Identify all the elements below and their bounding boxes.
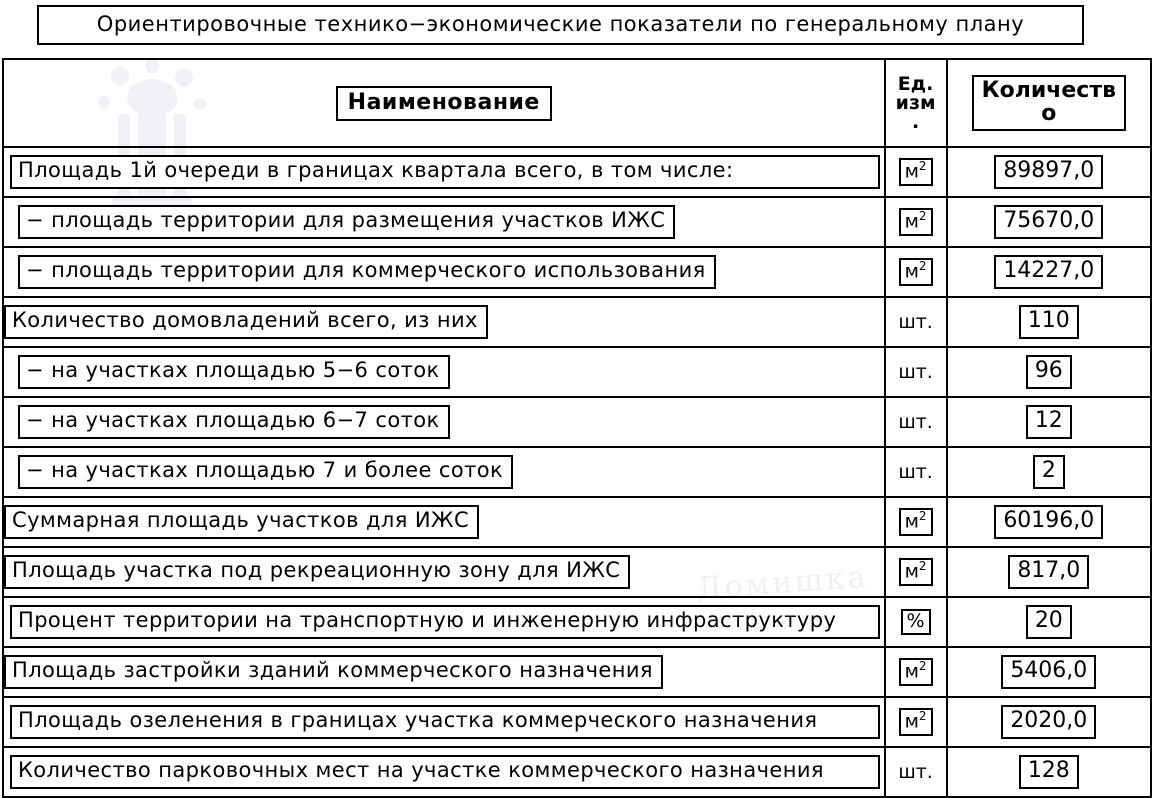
- row-quantity-cell: [947, 247, 1151, 297]
- row-unit-label: $м^2$: [899, 208, 933, 236]
- row-name-label: Площадь озеленения в границах участка коммерческого назначения: [10, 705, 880, 739]
- row-unit-label: шт.: [898, 361, 933, 383]
- row-quantity-label: 60196,0: [994, 505, 1103, 538]
- table-row: [3, 447, 1151, 497]
- row-quantity-cell: [947, 647, 1151, 697]
- row-quantity-label: 89897,0: [994, 155, 1103, 188]
- header-quantity-label: [972, 75, 1126, 131]
- row-unit-label: шт.: [898, 311, 933, 333]
- row-unit-cell: [885, 247, 947, 297]
- row-name-label: Количество домовладений всего, из них: [4, 305, 488, 339]
- table-row: [3, 397, 1151, 447]
- row-quantity-label: 20: [1026, 605, 1072, 638]
- row-name-cell: [3, 297, 885, 347]
- row-name-cell: [3, 447, 885, 497]
- row-name-label: Площадь застройки зданий коммерческого назначения: [4, 655, 663, 689]
- row-unit-label: шт.: [898, 411, 933, 433]
- table-row: [3, 247, 1151, 297]
- row-quantity-cell: [947, 497, 1151, 547]
- row-name-label: − на участках площадью 6−7 соток: [18, 405, 450, 439]
- table-row: [3, 197, 1151, 247]
- row-unit-label: шт.: [898, 461, 933, 483]
- table-row: [3, 297, 1151, 347]
- row-name-label: Процент территории на транспортную и инженерную инфраструктуру: [10, 605, 880, 639]
- row-quantity-label: 2020,0: [1001, 705, 1096, 738]
- header-quantity-line2: о: [1041, 101, 1057, 126]
- table-row: [3, 497, 1151, 547]
- row-unit-cell: [885, 747, 947, 797]
- row-quantity-label: 96: [1026, 355, 1072, 388]
- table-row: [3, 697, 1151, 747]
- row-name-cell: [3, 547, 885, 597]
- row-name-cell: [3, 147, 885, 197]
- row-name-cell: [3, 647, 885, 697]
- table-row: [3, 597, 1151, 647]
- header-unit-line3: .: [911, 110, 920, 133]
- row-quantity-label: 14227,0: [994, 255, 1103, 288]
- row-unit-cell: [885, 497, 947, 547]
- row-quantity-label: 110: [1019, 305, 1079, 338]
- row-quantity-cell: [947, 197, 1151, 247]
- row-unit-label: $м^2$: [899, 708, 933, 736]
- row-name-cell: [3, 697, 885, 747]
- table-row: [3, 547, 1151, 597]
- row-name-label: − на участках площадью 5−6 соток: [18, 355, 450, 389]
- row-name-label: Количество парковочных мест на участке коммерческого назначения: [10, 755, 880, 789]
- row-unit-cell: [885, 547, 947, 597]
- header-name-label: Наименование: [336, 86, 552, 121]
- row-quantity-label: 75670,0: [994, 205, 1103, 238]
- row-name-label: Площадь участка под рекреационную зону для ИЖС: [4, 555, 630, 589]
- row-name-label: Площадь 1й очереди в границах квартала всего, в том числе:: [10, 155, 880, 189]
- indicators-table: [2, 58, 1152, 798]
- row-name-label: − площадь территории для размещения участков ИЖС: [18, 205, 675, 239]
- row-quantity-cell: [947, 447, 1151, 497]
- row-quantity-cell: [947, 397, 1151, 447]
- row-unit-cell: [885, 397, 947, 447]
- header-cell-quantity: [947, 59, 1151, 147]
- row-quantity-cell: [947, 547, 1151, 597]
- table-header-row: [3, 59, 1151, 147]
- row-quantity-cell: [947, 697, 1151, 747]
- row-quantity-cell: [947, 597, 1151, 647]
- row-unit-label: $м^2$: [899, 658, 933, 686]
- row-unit-cell: [885, 447, 947, 497]
- row-unit-cell: [885, 297, 947, 347]
- row-name-label: − площадь территории для коммерческого использования: [18, 255, 716, 289]
- row-name-label: − на участках площадью 7 и более соток: [18, 455, 513, 489]
- row-name-cell: [3, 397, 885, 447]
- row-quantity-cell: [947, 297, 1151, 347]
- row-unit-cell: [885, 347, 947, 397]
- row-unit-cell: [885, 647, 947, 697]
- row-unit-label: %: [901, 609, 931, 636]
- table-row: [3, 347, 1151, 397]
- row-name-cell: [3, 747, 885, 797]
- row-quantity-label: 12: [1026, 405, 1072, 438]
- row-name-cell: [3, 597, 885, 647]
- table-row: [3, 647, 1151, 697]
- row-unit-label: $м^2$: [899, 158, 933, 186]
- header-cell-name: [3, 59, 885, 147]
- row-quantity-label: 5406,0: [1001, 655, 1096, 688]
- row-quantity-label: 817,0: [1008, 555, 1089, 588]
- row-quantity-cell: [947, 347, 1151, 397]
- row-name-cell: [3, 497, 885, 547]
- row-unit-cell: [885, 697, 947, 747]
- watermark-text: Домишка: [696, 559, 870, 607]
- row-name-label: Суммарная площадь участков для ИЖС: [4, 505, 479, 539]
- row-name-cell: [3, 247, 885, 297]
- table-row: [3, 147, 1151, 197]
- row-unit-cell: [885, 197, 947, 247]
- row-quantity-label: 128: [1019, 755, 1079, 788]
- row-unit-label: $м^2$: [899, 258, 933, 286]
- row-name-cell: [3, 197, 885, 247]
- header-unit-line1: Ед.: [897, 72, 934, 95]
- row-unit-label: $м^2$: [899, 508, 933, 536]
- row-quantity-cell: [947, 747, 1151, 797]
- row-unit-label: шт.: [898, 761, 933, 783]
- header-unit-line2: изм: [895, 91, 936, 114]
- row-name-cell: [3, 347, 885, 397]
- row-unit-cell: [885, 147, 947, 197]
- row-quantity-label: 2: [1033, 455, 1065, 488]
- table-row: [3, 747, 1151, 797]
- row-quantity-cell: [947, 147, 1151, 197]
- row-unit-cell: [885, 597, 947, 647]
- header-quantity-line1: Количеств: [981, 77, 1116, 103]
- row-unit-label: $м^2$: [899, 558, 933, 586]
- table-body: [3, 147, 1151, 797]
- document-title: Ориентировочные технико−экономические показатели по генеральному плану: [37, 5, 1084, 45]
- header-cell-unit: [885, 59, 947, 147]
